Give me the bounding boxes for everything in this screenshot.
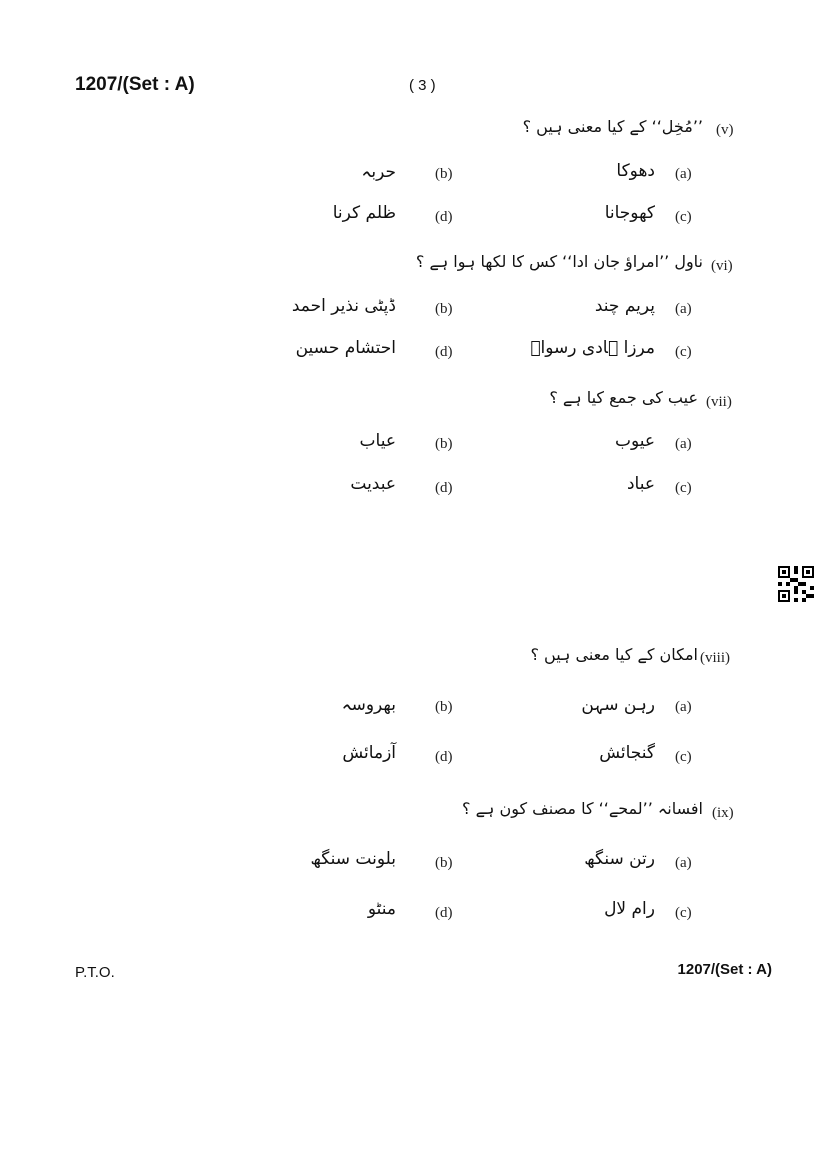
option-c: کھوجانا <box>604 203 655 223</box>
option-c: گنجائش <box>599 743 655 763</box>
option-b: عیاب <box>359 431 396 451</box>
question-number: (viii) <box>700 650 730 666</box>
option-d: عبدیت <box>350 474 396 494</box>
option-label-c: (c) <box>675 749 692 765</box>
option-label-a: (a) <box>675 166 692 182</box>
question-text: عیب کی جمع کیا ہے ؟ <box>549 388 698 407</box>
qr-code-icon <box>778 566 814 602</box>
question-text: ناول ’’امراؤ جان ادا‘‘ کس کا لکھا ہوا ہے ؟ <box>415 252 703 271</box>
option-label-d: (d) <box>435 749 453 765</box>
question-text: ’’مُخِل‘‘ کے کیا معنی ہیں ؟ <box>522 117 703 136</box>
paper-code-footer: 1207/(Set : A) <box>677 961 772 978</box>
option-d: ظلم کرنا <box>332 203 396 223</box>
option-a: پریم چند <box>594 296 655 316</box>
option-label-d: (d) <box>435 344 453 360</box>
option-d: منٹو <box>367 899 396 919</box>
option-label-a: (a) <box>675 699 692 715</box>
option-label-b: (b) <box>435 699 453 715</box>
option-a: رہن سہن <box>581 695 655 715</box>
option-label-d: (d) <box>435 209 453 225</box>
option-b: حربہ <box>361 162 396 182</box>
option-b: بلونت سنگھ <box>310 849 396 869</box>
option-d: احتشام حسین <box>295 338 396 358</box>
option-label-b: (b) <box>435 301 453 317</box>
option-label-b: (b) <box>435 436 453 452</box>
option-label-d: (d) <box>435 480 453 496</box>
option-b: ڈپٹی نذیر احمد <box>291 296 396 316</box>
option-d: آزمائش <box>342 743 396 763</box>
question-number: (v) <box>716 122 734 138</box>
question-number: (vii) <box>706 394 732 410</box>
option-label-a: (a) <box>675 436 692 452</box>
option-label-a: (a) <box>675 855 692 871</box>
option-label-d: (d) <box>435 905 453 921</box>
option-a: رتن سنگھ <box>584 849 655 869</box>
option-label-c: (c) <box>675 480 692 496</box>
option-c: مرزا ہادی رسواؔ <box>530 338 655 358</box>
question-number: (vi) <box>711 258 733 274</box>
option-c: عباد <box>626 474 655 494</box>
option-label-c: (c) <box>675 905 692 921</box>
option-label-c: (c) <box>675 209 692 225</box>
question-text: امکان کے کیا معنی ہیں ؟ <box>530 645 698 664</box>
option-c: رام لال <box>604 899 655 919</box>
paper-code-header: 1207/(Set : A) <box>75 74 195 95</box>
option-label-c: (c) <box>675 344 692 360</box>
option-a: عیوب <box>614 431 655 451</box>
page-number: ( 3 ) <box>409 77 436 94</box>
option-label-b: (b) <box>435 855 453 871</box>
pto-note: P.T.O. <box>75 964 115 981</box>
option-b: بھروسہ <box>341 695 396 715</box>
option-label-b: (b) <box>435 166 453 182</box>
option-a: دھوکا <box>616 161 655 181</box>
option-label-a: (a) <box>675 301 692 317</box>
question-text: افسانہ ’’لمحے‘‘ کا مصنف کون ہے ؟ <box>462 799 703 818</box>
question-number: (ix) <box>712 805 734 821</box>
